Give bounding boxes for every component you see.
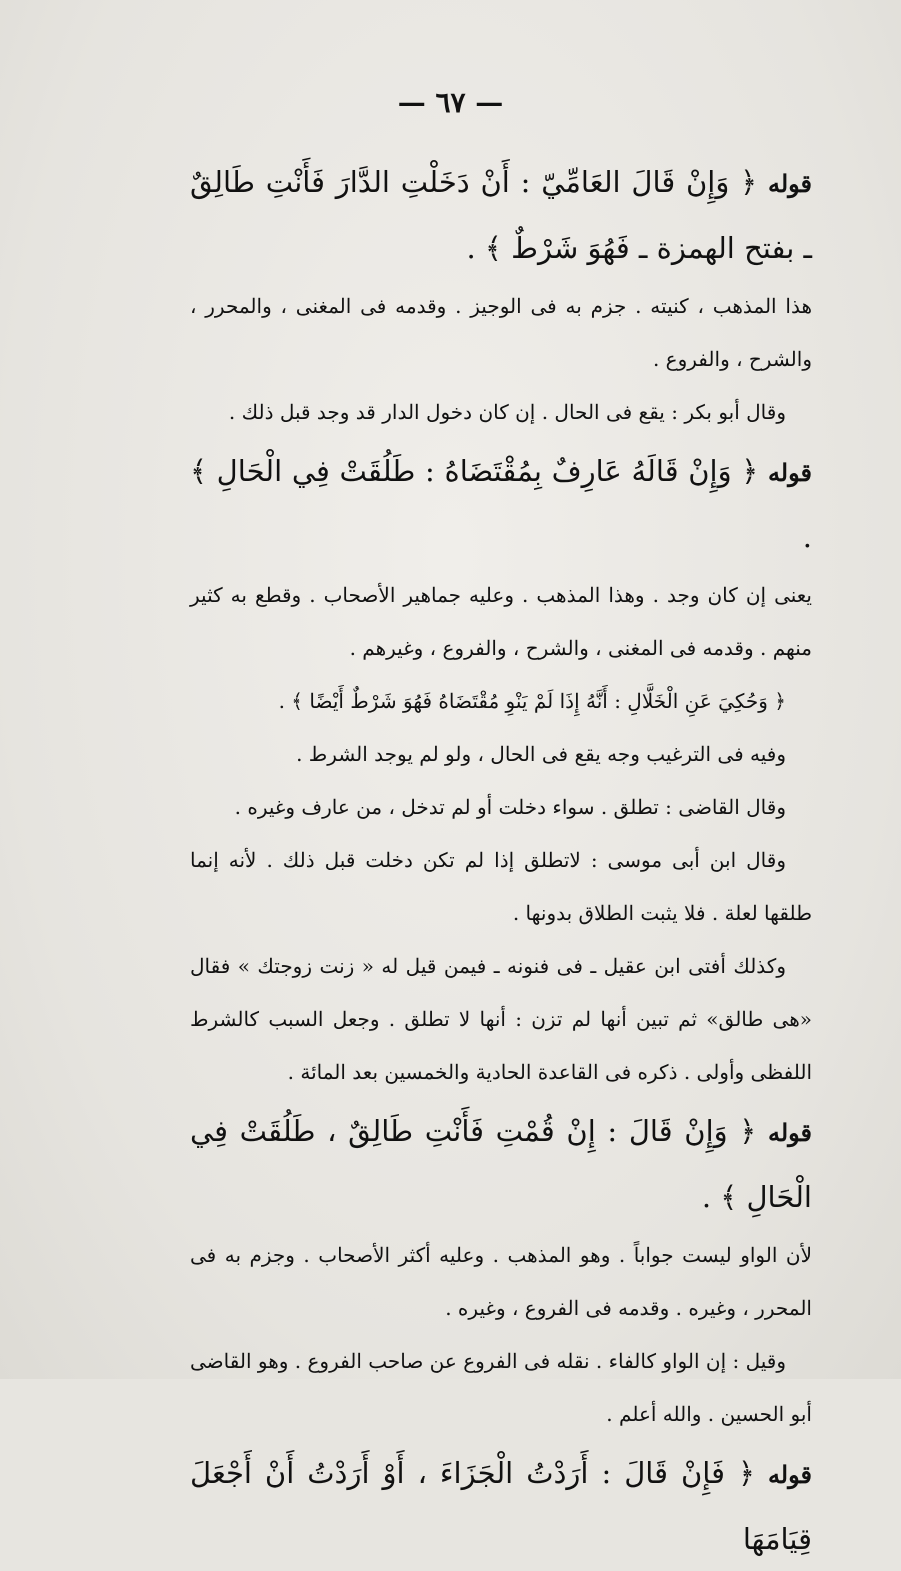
quran-style-quote: ﴿ وَإِنْ قَالَ : إِنْ قُمْتِ فَأَنْتِ طَالِقٌ ، طَلُقَتْ فِي الْحَالِ ﴾ .	[190, 1114, 812, 1214]
qawl-heading-3	[190, 1099, 812, 1229]
quran-style-quote: ﴿ وَإِنْ قَالَ العَامِّيّ : أَنْ دَخَلْتِ الدَّارَ فَأَنْتِ طَالِقٌ ـ بفتح الهمزة ـ فَهُوَ شَرْطٌ ﴾ .	[190, 165, 812, 265]
qawl-lead: قوله	[767, 169, 813, 198]
commentary-paragraph: وقال ابن أبى موسى : لاتطلق إذا لم تكن دخلت قبل ذلك . لأنه إنما طلقها لعلة . فلا يثبت الطلاق بدونها .	[190, 848, 812, 925]
commentary-paragraph: وقال أبو بكر : يقع فى الحال . إن كان دخول الدار قد وجد قبل ذلك .	[228, 400, 786, 424]
commentary-paragraph: يعنى إن كان وجد . وهذا المذهب . وعليه جماهير الأصحاب . وقطع به كثير منهم . وقدمه فى المغنى ، والشرح ، والفروع ، وغيرهم .	[190, 583, 812, 660]
qawl-heading-2	[190, 439, 812, 569]
commentary-paragraph: وقال القاضى : تطلق . سواء دخلت أو لم تدخل ، من عارف وغيره .	[234, 795, 786, 819]
quoted-ruling: ﴿ وَحُكِيَ عَنِ الْخَلَّالِ : أَنَّهُ إِذَا لَمْ يَنْوِ مُقْتَضَاهُ فَهُوَ شَرْطٌ أَيْضًا ﴾ .	[278, 689, 786, 713]
commentary-paragraph: وقيل : إن الواو كالفاء . نقله فى الفروع عن صاحب الفروع . وهو القاضى أبو الحسين . والله أعلم .	[190, 1349, 812, 1426]
qawl-lead: قوله	[767, 458, 812, 487]
qawl-lead: قوله	[767, 1118, 813, 1147]
commentary-paragraph: هذا المذهب ، كنيته . جزم به فى الوجيز . وقدمه فى المغنى ، والمحرر ، والشرح ، والفروع .	[190, 294, 812, 371]
commentary-paragraph: وفيه فى الترغيب وجه يقع فى الحال ، ولو لم يوجد الشرط .	[296, 742, 786, 766]
commentary-paragraph: وكذلك أفتى ابن عقيل ـ فى فنونه ـ فيمن قيل له « زنت زوجتك » فقال «هى طالق» ثم تبين أنها لم تزن : أنها لا تطلق . وجعل السبب كالشرط اللفظى وأولى . ذكره فى القاعدة الحادية والخمسين بعد المائة .	[190, 954, 812, 1084]
page-body	[190, 150, 812, 1571]
page-number: — ٦٧ —	[397, 86, 504, 119]
quran-style-quote: ﴿ وَإِنْ قَالَهُ عَارِفٌ بِمُقْتَضَاهُ : طَلُقَتْ فِي الْحَالِ ﴾ .	[190, 454, 812, 554]
commentary-paragraph: لأن الواو ليست جواباً . وهو المذهب . وعليه أكثر الأصحاب . وجزم به فى المحرر ، وغيره . وقدمه فى الفروع ، وغيره .	[190, 1243, 812, 1320]
qawl-heading-4	[190, 1441, 812, 1571]
qawl-lead: قوله	[767, 1460, 812, 1489]
quran-style-quote: ﴿ فَإِنْ قَالَ : أَرَدْتُ الْجَزَاءَ ، أَوْ أَرَدْتُ أَنْ أَجْعَلَ قِيَامَهَا	[190, 1456, 812, 1556]
qawl-heading-1	[190, 150, 812, 280]
